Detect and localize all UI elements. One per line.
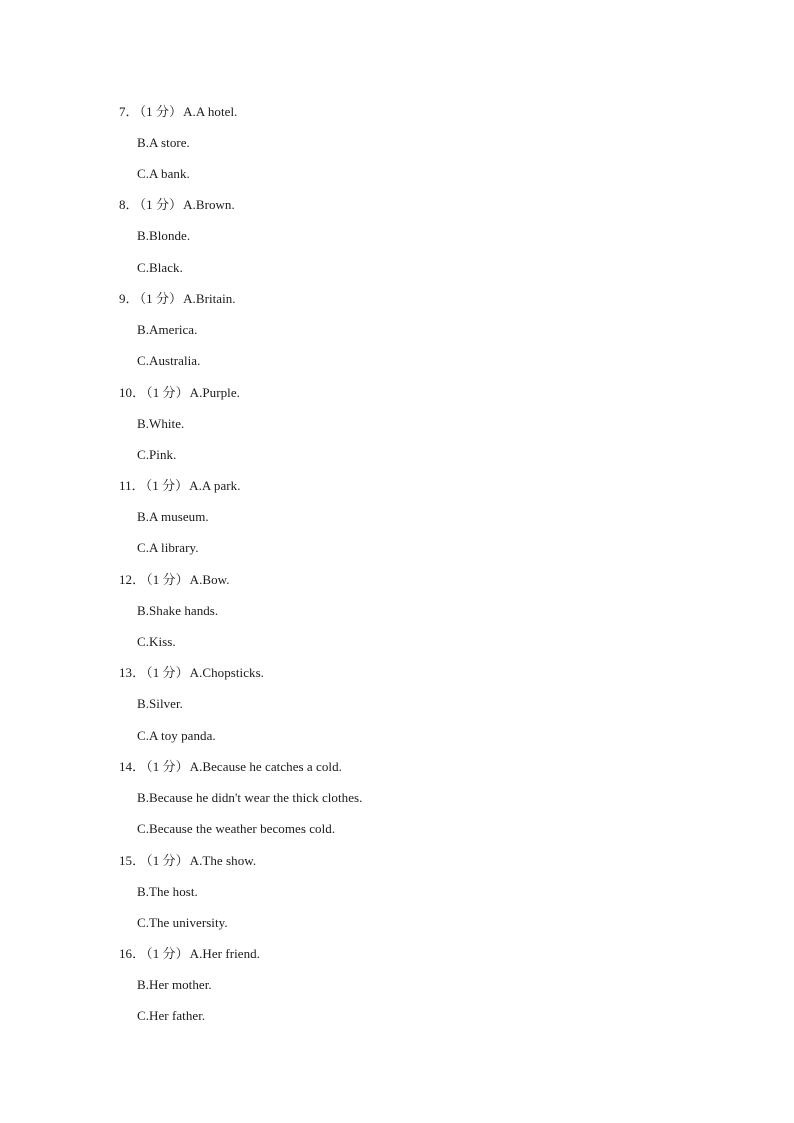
option-c: C.Because the weather becomes cold. bbox=[137, 821, 336, 836]
option-a: A.A hotel. bbox=[183, 104, 238, 119]
question-score: （1 分） bbox=[139, 104, 183, 119]
question-stem bbox=[119, 197, 235, 213]
question-score: （1 分） bbox=[146, 572, 189, 587]
option-b: B.Silver. bbox=[137, 696, 183, 711]
question-score: （1 分） bbox=[146, 946, 189, 961]
option-c: C.Black. bbox=[137, 260, 183, 275]
option-b: B.Because he didn't wear the thick clothes. bbox=[137, 790, 363, 805]
option-b: B.America. bbox=[137, 322, 198, 337]
question-stem bbox=[119, 759, 342, 775]
question-number: 9． bbox=[119, 291, 139, 306]
option-a: A.Purple. bbox=[189, 385, 240, 400]
question-stem bbox=[119, 946, 260, 962]
option-a: A.Chopsticks. bbox=[189, 665, 264, 680]
option-c: C.The university. bbox=[137, 915, 228, 930]
question-stem bbox=[119, 291, 236, 307]
option-a: A.A park. bbox=[189, 478, 241, 493]
question-stem bbox=[119, 478, 241, 494]
question-number: 8． bbox=[119, 197, 139, 212]
option-c: C.Her father. bbox=[137, 1008, 206, 1023]
question-stem bbox=[119, 572, 230, 588]
option-a: A.The show. bbox=[189, 853, 257, 868]
question-score: （1 分） bbox=[139, 291, 183, 306]
option-c: C.Pink. bbox=[137, 447, 177, 462]
option-b: B.White. bbox=[137, 416, 185, 431]
question-number: 14． bbox=[119, 759, 146, 774]
question-number: 7． bbox=[119, 104, 139, 119]
option-b: B.The host. bbox=[137, 884, 198, 899]
question-number: 11． bbox=[119, 478, 145, 493]
option-c: C.Kiss. bbox=[137, 634, 176, 649]
question-score: （1 分） bbox=[146, 385, 189, 400]
question-number: 10． bbox=[119, 385, 146, 400]
option-b: B.A museum. bbox=[137, 509, 209, 524]
option-a: A.Brown. bbox=[183, 197, 235, 212]
option-a: A.Her friend. bbox=[189, 946, 260, 961]
option-c: C.A bank. bbox=[137, 166, 190, 181]
option-c: C.A toy panda. bbox=[137, 728, 216, 743]
option-b: B.Shake hands. bbox=[137, 603, 219, 618]
option-a: A.Britain. bbox=[183, 291, 236, 306]
option-b: B.Her mother. bbox=[137, 977, 212, 992]
question-score: （1 分） bbox=[139, 197, 183, 212]
option-a: A.Because he catches a cold. bbox=[189, 759, 342, 774]
option-b: B.Blonde. bbox=[137, 228, 191, 243]
option-c: C.A library. bbox=[137, 540, 199, 555]
question-number: 16． bbox=[119, 946, 146, 961]
question-number: 15． bbox=[119, 853, 146, 868]
option-a: A.Bow. bbox=[189, 572, 230, 587]
question-score: （1 分） bbox=[146, 759, 189, 774]
question-stem bbox=[119, 104, 237, 120]
question-score: （1 分） bbox=[145, 478, 189, 493]
question-stem bbox=[119, 385, 240, 401]
option-c: C.Australia. bbox=[137, 353, 201, 368]
question-number: 12． bbox=[119, 572, 146, 587]
question-stem bbox=[119, 665, 264, 681]
question-score: （1 分） bbox=[146, 853, 189, 868]
question-stem bbox=[119, 853, 256, 869]
question-number: 13． bbox=[119, 665, 146, 680]
option-b: B.A store. bbox=[137, 135, 190, 150]
question-score: （1 分） bbox=[146, 665, 189, 680]
